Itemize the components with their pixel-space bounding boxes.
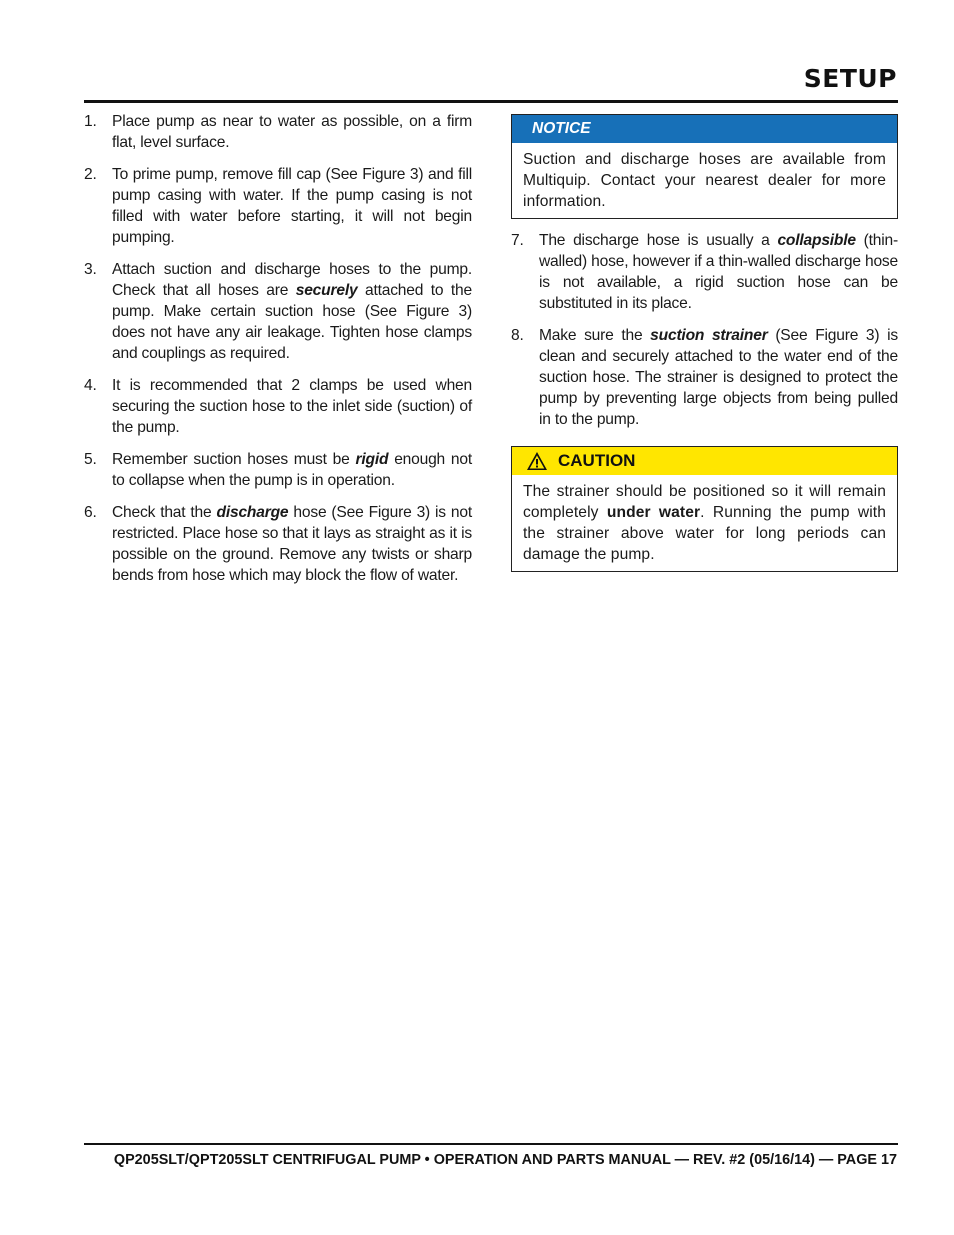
step-item (84, 502, 472, 586)
step-number: 2. (84, 166, 97, 183)
emphasis-text: rigid (355, 451, 389, 468)
body-text: (See Figure 3) is clean and securely attached to the water end of the suction hose. The strainer is designed to protect the pump by preventing large objects from being pulled in to the pump. (539, 327, 899, 428)
right-column (511, 114, 898, 572)
left-column (84, 111, 472, 597)
body-text: Remember suction hoses must be (112, 451, 356, 468)
step-item (84, 449, 472, 491)
step-item (84, 164, 472, 248)
step-number: 8. (511, 327, 524, 344)
body-text: Place pump as near to water as possible, on a firm flat, level surface. (112, 113, 472, 151)
emphasis-text: discharge (216, 504, 289, 521)
step-item (84, 111, 472, 153)
body-text: enough not to collapse when the pump is in operation. (112, 451, 472, 489)
notice-text: Suction and discharge hoses are available from Multiquip. Contact your nearest dealer for more information. (523, 151, 886, 210)
body-text: . Running the pump with the strainer above water for long periods can damage the pump. (523, 504, 886, 563)
header-divider (84, 100, 898, 103)
body-text: (thin-walled) hose, however if a thin-walled discharge hose is not available, a rigid suction hose can be substituted in its place. (539, 232, 898, 312)
page-footer: QP205SLT/QPT205SLT CENTRIFUGAL PUMP • OPERATION AND PARTS MANUAL — REV. #2 (05/16/14) — PAGE 17 (113, 1152, 897, 1168)
emphasis-text: suction strainer (650, 327, 768, 344)
body-text: It is recommended that 2 clamps be used when securing the suction hose to the inlet side (suction) of the pump. (112, 377, 472, 436)
emphasis-text: collapsible (777, 232, 856, 249)
emphasis-text: securely (295, 282, 358, 299)
body-text: To prime pump, remove fill cap (See Figure 3) and fill pump casing with water. If the pump casing is not filled with water before starting, it will not begin pumping. (112, 166, 472, 246)
notice-box (511, 114, 898, 219)
warning-triangle-icon (526, 451, 548, 471)
step-item (84, 259, 472, 364)
emphasis-text: under water (606, 504, 701, 521)
body-text: Attach suction and discharge hoses to the pump. Check that all hoses are (112, 261, 472, 299)
body-text: Make sure the (539, 327, 651, 344)
step-number: 5. (84, 451, 97, 468)
page-title: SETUP (803, 64, 897, 93)
body-text: hose (See Figure 3) is not restricted. Place hose so that it lays as straight as it is possible on the ground. Remove any twists or sharp bends from hose which may block the flow of water. (112, 504, 472, 584)
step-item (84, 375, 472, 438)
caution-label: CAUTION (558, 451, 636, 470)
step-number: 3. (84, 261, 97, 278)
caution-text (512, 475, 897, 571)
body-text: Check that the (112, 504, 217, 521)
caution-box (511, 446, 898, 572)
caution-header (512, 447, 897, 475)
right-step-list (511, 230, 898, 430)
step-number: 7. (511, 232, 524, 249)
step-number: 4. (84, 377, 97, 394)
body-text: The strainer should be positioned so it will remain completely (523, 483, 886, 521)
body-text: attached to the pump. Make certain suction hose (See Figure 3) does not have any air leakage. Tighten hose clamps and couplings as required. (112, 282, 473, 362)
notice-label: NOTICE (512, 115, 897, 143)
step-number: 1. (84, 113, 97, 130)
step-number: 6. (84, 504, 97, 521)
step-item (511, 230, 898, 314)
body-text: The discharge hose is usually a (539, 232, 778, 249)
step-item (511, 325, 898, 430)
footer-divider (84, 1143, 898, 1145)
left-step-list (84, 111, 472, 586)
